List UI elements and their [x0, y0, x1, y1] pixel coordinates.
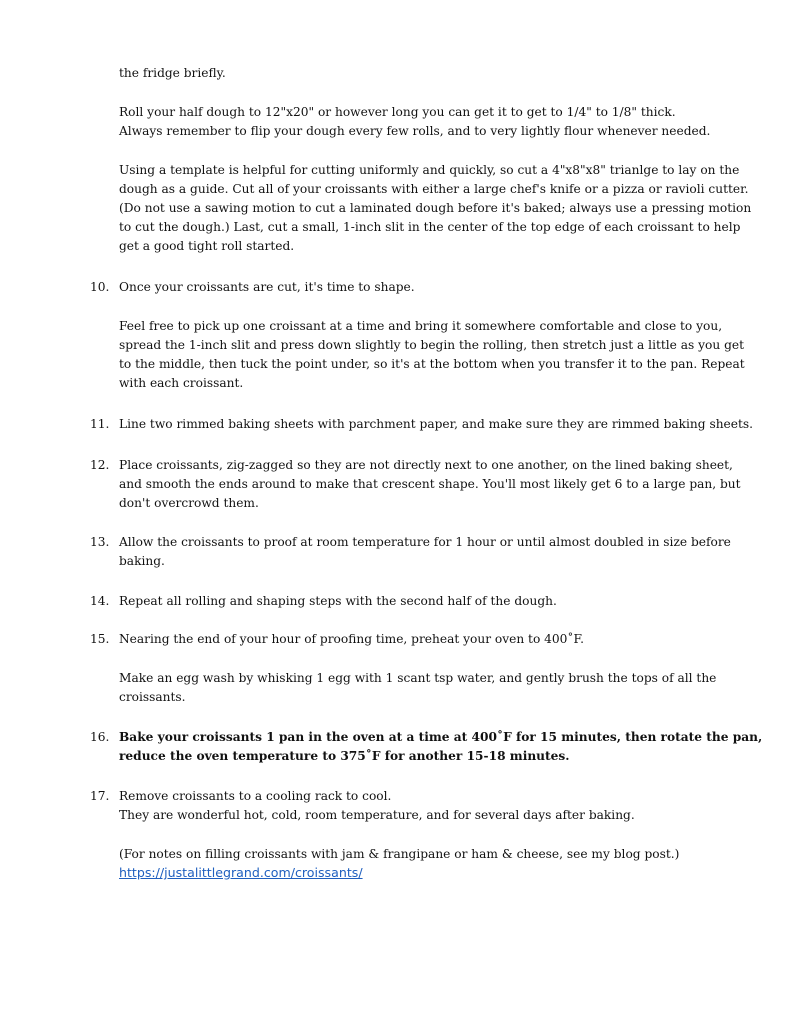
step-13-text: baking.: [119, 554, 165, 568]
paragraph-line: the fridge briefly.: [119, 66, 226, 80]
paragraph-line: croissants.: [119, 690, 186, 704]
step-12-text: and smooth the ends around to make that crescent shape. You'll most likely get 6 to a large pan, but: [119, 477, 741, 491]
step-15-text: Nearing the end of your hour of proofing time, preheat your oven to 400˚F.: [119, 632, 584, 646]
step-10-text: Once your croissants are cut, it's time to shape.: [119, 280, 415, 294]
step-number-11: 11.: [90, 417, 110, 431]
blog-post-link[interactable]: https://justalittlegrand.com/croissants/: [119, 865, 363, 880]
paragraph-line: Always remember to flip your dough every few rolls, and to very lightly flour whenever needed.: [119, 124, 711, 138]
paragraph-line: to cut the dough.) Last, cut a small, 1-inch slit in the center of the top edge of each croissant to help: [119, 220, 741, 234]
step-17-text: They are wonderful hot, cold, room temperature, and for several days after baking.: [119, 808, 635, 822]
step-12-text: Place croissants, zig-zagged so they are not directly next to one another, on the lined baking sheet,: [119, 458, 733, 472]
step-number-17: 17.: [90, 789, 110, 803]
paragraph-line: to the middle, then tuck the point under, so it's at the bottom when you transfer it to the pan. Repeat: [119, 357, 745, 371]
paragraph-line: with each croissant.: [119, 376, 244, 390]
paragraph-line: (Do not use a sawing motion to cut a laminated dough before it's baked; always use a pressing motion: [119, 201, 752, 215]
paragraph-line: Roll your half dough to 12"x20" or however long you can get it to get to 1/4" to 1/8" thick.: [119, 105, 676, 119]
step-16-text: reduce the oven temperature to 375˚F for another 15-18 minutes.: [119, 749, 570, 763]
paragraph-line: Using a template is helpful for cutting uniformly and quickly, so cut a 4"x8"x8" trianlge to lay on the: [119, 163, 740, 177]
paragraph-line: get a good tight roll started.: [119, 239, 295, 253]
step-number-12: 12.: [90, 458, 110, 472]
step-number-14: 14.: [90, 594, 110, 608]
step-17-text: Remove croissants to a cooling rack to cool.: [119, 789, 392, 803]
blog-post-link-line: [119, 863, 739, 883]
paragraph-line: spread the 1-inch slit and press down slightly to begin the rolling, then stretch just a little as you get: [119, 338, 745, 352]
paragraph-line: (For notes on filling croissants with jam & frangipane or ham & cheese, see my blog post.): [119, 847, 680, 861]
step-number-15: 15.: [90, 632, 110, 646]
step-number-13: 13.: [90, 535, 110, 549]
step-number-10: 10.: [90, 280, 110, 294]
step-11-text: Line two rimmed baking sheets with parchment paper, and make sure they are rimmed baking sheets.: [119, 417, 754, 431]
step-13-text: Allow the croissants to proof at room temperature for 1 hour or until almost doubled in size before: [119, 535, 731, 549]
step-14-text: Repeat all rolling and shaping steps with the second half of the dough.: [119, 594, 557, 608]
step-number-16: 16.: [90, 730, 110, 744]
paragraph-line: Feel free to pick up one croissant at a time and bring it somewhere comfortable and close to you,: [119, 319, 723, 333]
step-12-text: don't overcrowd them.: [119, 496, 259, 510]
paragraph-line: dough as a guide. Cut all of your croissants with either a large chef's knife or a pizza or ravioli cutter.: [119, 182, 749, 196]
step-16-text: Bake your croissants 1 pan in the oven at a time at 400˚F for 15 minutes, then rotate the pan,: [119, 730, 763, 744]
paragraph-line: Make an egg wash by whisking 1 egg with 1 scant tsp water, and gently brush the tops of all the: [119, 671, 717, 685]
